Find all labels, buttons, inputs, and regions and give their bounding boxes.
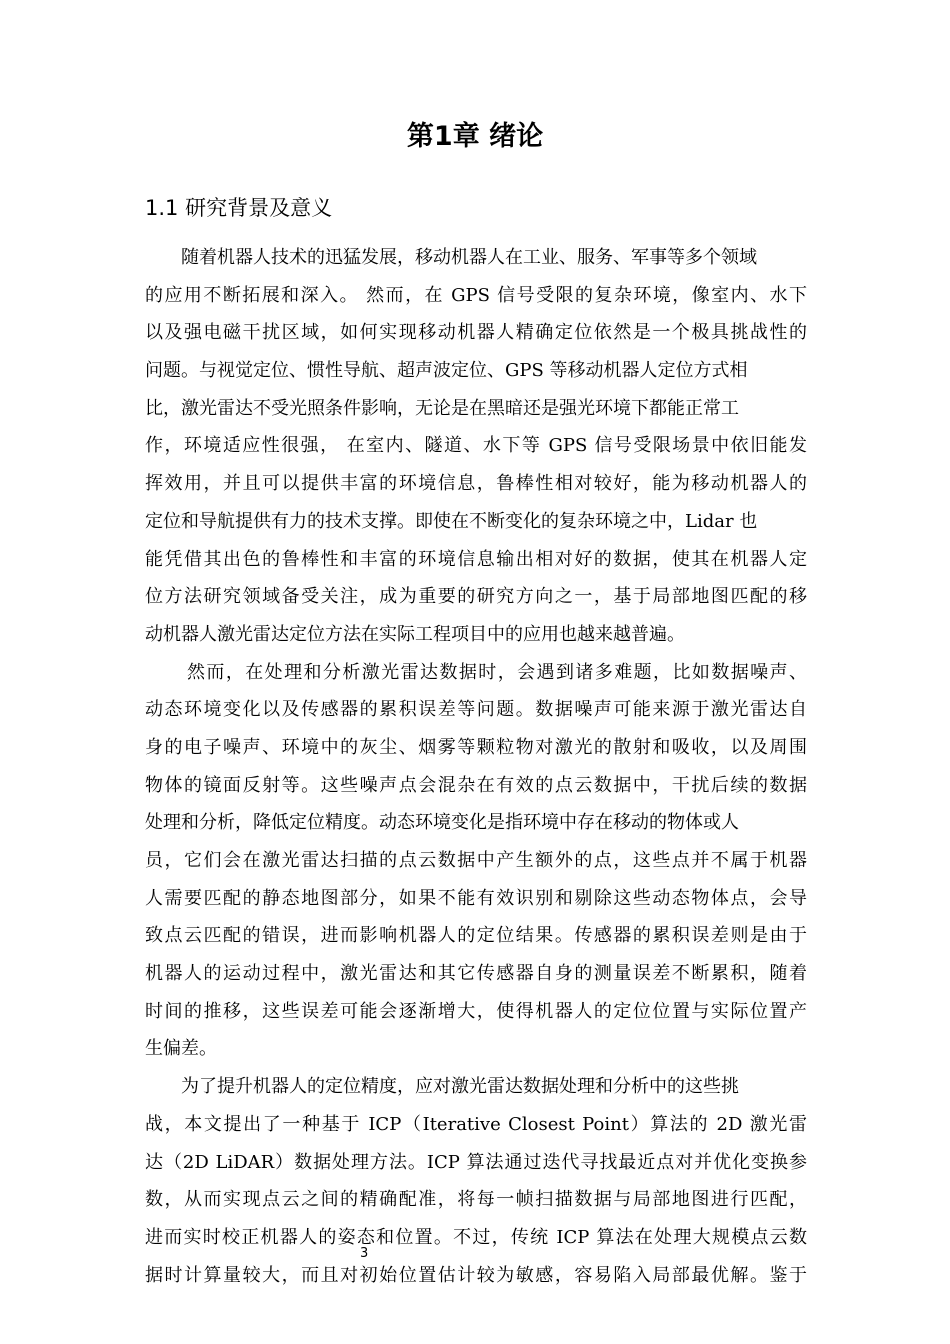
text-line: 挥效用，并且可以提供丰富的环境信息，鲁棒性相对较好，能为移动机器人的 <box>145 473 807 495</box>
text-line: 动机器人激光雷达定位方法在实际工程项目中的应用也越来越普遍。 <box>145 623 685 645</box>
paragraph-3 <box>145 1068 807 1294</box>
text-line: 以及强电磁干扰区域，如何实现移动机器人精确定位依然是一个极具挑战性的 <box>145 322 807 344</box>
paragraph-2 <box>145 654 807 1069</box>
text-line: 战，本文提出了一种基于 ICP（Iterative Closest Point）算法的 2D 激光雷 <box>145 1113 807 1135</box>
paragraph-1 <box>145 239 807 654</box>
text-line: 能凭借其出色的鲁棒性和丰富的环境信息输出相对好的数据，使其在机器人定 <box>145 548 807 570</box>
page-number: 3 <box>360 1246 369 1261</box>
text-line: 人需要匹配的静态地图部分，如果不能有效识别和剔除这些动态物体点，会导 <box>145 887 807 909</box>
text-line: 为了提升机器人的定位精度，应对激光雷达数据处理和分析中的这些挑 <box>181 1076 739 1098</box>
text-line: 员，它们会在激光雷达扫描的点云数据中产生额外的点，这些点并不属于机器 <box>145 850 807 871</box>
text-line: 问题。与视觉定位、惯性导航、超声波定位、GPS 等移动机器人定位方式相 <box>145 360 748 382</box>
text-line: 随着机器人技术的迅猛发展，移动机器人在工业、服务、军事等多个领域 <box>181 247 757 268</box>
text-line: 身的电子噪声、环境中的灰尘、烟雾等颗粒物对激光的散射和吸收，以及周围 <box>145 736 807 758</box>
text-line: 达（2D LiDAR）数据处理方法。ICP 算法通过迭代寻找最近点对并优化变换参 <box>145 1151 807 1173</box>
text-line: 时间的推移，这些误差可能会逐渐增大，使得机器人的定位位置与实际位置产 <box>145 1000 807 1022</box>
chapter-title: 第1章 绪论 <box>406 121 544 152</box>
section-heading: 1.1 研究背景及意义 <box>145 196 333 220</box>
text-line: 的应用不断拓展和深入。 然而，在 GPS 信号受限的复杂环境，像室内、水下 <box>145 284 807 306</box>
text-line: 数，从而实现点云之间的精确配准，将每一帧扫描数据与局部地图进行匹配， <box>145 1189 807 1211</box>
text-line: 然而，在处理和分析激光雷达数据时，会遇到诸多难题，比如数据噪声、 <box>187 661 807 683</box>
text-line: 致点云匹配的错误，进而影响机器人的定位结果。传感器的累积误差则是由于 <box>145 925 807 947</box>
text-line: 比，激光雷达不受光照条件影响，无论是在黑暗还是强光环境下都能正常工 <box>145 397 739 419</box>
text-line: 动态环境变化以及传感器的累积误差等问题。数据噪声可能来源于激光雷达自 <box>145 699 807 721</box>
text-line: 位方法研究领域备受关注，成为重要的研究方向之一，基于局部地图匹配的移 <box>145 586 807 608</box>
text-line: 处理和分析，降低定位精度。动态环境变化是指环境中存在移动的物体或人 <box>145 812 739 834</box>
text-line: 作，环境适应性很强， 在室内、隧道、水下等 GPS 信号受限场景中依旧能发 <box>145 435 807 457</box>
text-line: 进而实时校正机器人的姿态和位置。不过，传统 ICP 算法在处理大规模点云数 <box>145 1226 807 1248</box>
text-line: 生偏差。 <box>145 1038 217 1060</box>
text-line: 据时计算量较大，而且对初始位置估计较为敏感，容易陷入局部最优解。鉴于 <box>145 1264 807 1286</box>
body-text <box>145 239 807 1294</box>
text-line: 定位和导航提供有力的技术支撑。即使在不断变化的复杂环境之中，Lidar 也 <box>145 510 758 532</box>
text-line: 物体的镜面反射等。这些噪声点会混杂在有效的点云数据中，干扰后续的数据 <box>145 774 807 796</box>
text-line: 机器人的运动过程中，激光雷达和其它传感器自身的测量误差不断累积，随着 <box>145 963 807 985</box>
